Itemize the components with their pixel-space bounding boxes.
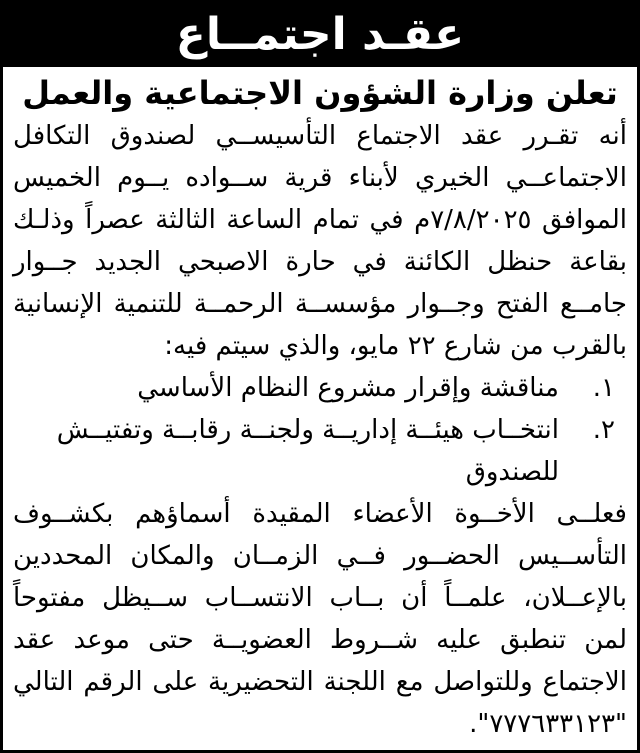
agenda-item-text: انتخــاب هيئــة إداريــة ولجنــة رقابــة وتفتيــش للصندوق xyxy=(56,415,559,487)
banner-title: عقـد اجتمــاع xyxy=(175,9,465,60)
agenda-item-number: ٢. xyxy=(592,415,615,445)
agenda-item-1 xyxy=(13,367,627,409)
notice-body xyxy=(13,73,627,745)
agenda-item-number: ١. xyxy=(592,373,615,403)
agenda-item-text: مناقشة وإقرار مشروع النظام الأساسي xyxy=(137,373,559,403)
agenda-item-2 xyxy=(13,409,627,493)
notice-headline: تعلن وزارة الشؤون الاجتماعية والعمل xyxy=(22,74,618,112)
agenda-list xyxy=(13,367,627,493)
title-banner xyxy=(3,3,637,67)
closing-paragraph: فعلــى الأخــوة الأعضاء المقيدة أسماؤهم بكشــوف التأســيس الحضــور فــي الزمــان والمكان المحددين بالإعــلان، علمــاً أن بــاب الانتســاب ســيظل مفتوحاً لمن تنطبق عليه شــروط العضويــة حتى موعد عقد الاجتماع وللتواصل مع اللجنة التحضيرية على الرقم التالي "٧٧٧٦٣٣١٢٣". xyxy=(13,499,627,739)
intro-paragraph: أنه تقـرر عقد الاجتماع التأسيســي لصندوق التكافل الاجتماعــي الخيري لأبناء قرية ســواده يــوم الخميس الموافق ٧/٨/٢٠٢٥م في تمام الساعة الثالثة عصراً وذلـك بقاعة حنظل الكائنة في حارة الاصبحي الجديد جــوار جامــع الفتح وجــوار مؤسســة الرحمــة للتنمية الإنسانية بالقرب من شارع ٢٢ مايو، والذي سيتم فيه: xyxy=(13,121,627,361)
